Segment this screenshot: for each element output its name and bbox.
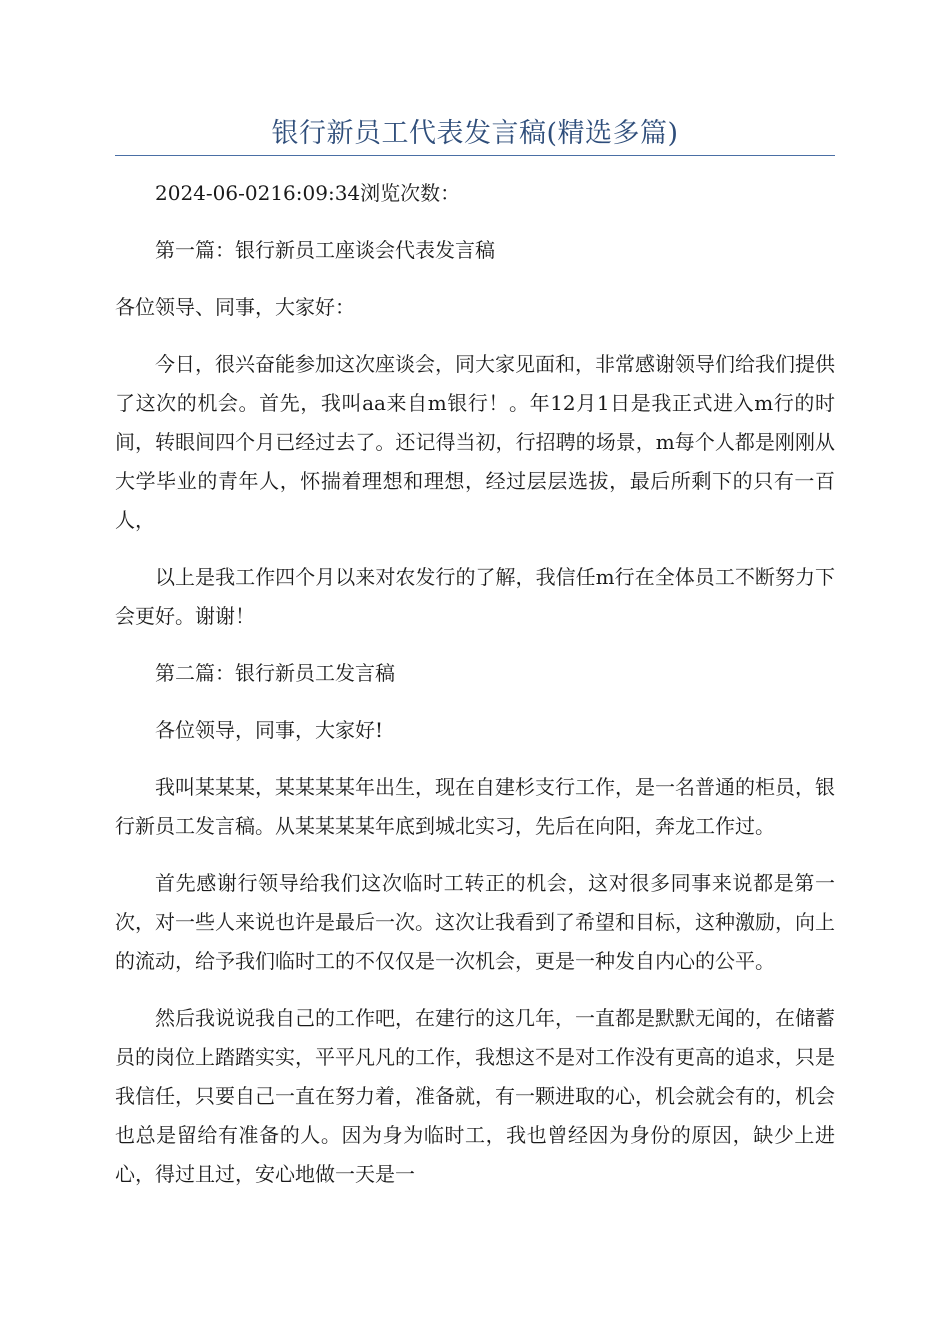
paragraph: 然后我说说我自己的工作吧，在建行的这几年，一直都是默默无闻的，在储蓄员的岗位上踏踏实实，平平凡凡的工作，我想这不是对工作没有更高的追求，只是我信任，只要自己一直在努力着，准备就，有一颗进取的心，机会就会有的，机会也总是留给有准备的人。因为身为临时工，我也曾经因为身份的原因，缺少上进心，得过且过，安心地做一天是一 [115, 1006, 835, 1186]
paragraph: 以上是我工作四个月以来对农发行的了解，我信任m行在全体员工不断努力下会更好。谢谢！ [115, 565, 835, 628]
document-body [115, 174, 835, 1212]
greeting-1: 各位领导、同事，大家好： [115, 295, 355, 319]
document-title: 银行新员工代表发言稿(精选多篇) [271, 118, 679, 149]
greeting-2: 各位领导，同事，大家好! [155, 718, 384, 742]
title-underline [115, 155, 835, 156]
paragraph: 我叫某某某，某某某某年出生，现在自建杉支行工作，是一名普通的柜员，银行新员工发言稿。从某某某某年底到城北实习，先后在向阳，奔龙工作过。 [115, 775, 835, 838]
section-heading-2: 第二篇：银行新员工发言稿 [155, 661, 395, 685]
meta-line: 2024-06-0216:09:34浏览次数： [155, 181, 461, 205]
paragraph: 首先感谢行领导给我们这次临时工转正的机会，这对很多同事来说都是第一次，对一些人来说也许是最后一次。这次让我看到了希望和目标，这种激励，向上的流动，给予我们临时工的不仅仅是一次机会，更是一种发自内心的公平。 [115, 871, 835, 973]
section-heading-1: 第一篇：银行新员工座谈会代表发言稿 [155, 238, 495, 262]
paragraph: 今日，很兴奋能参加这次座谈会，同大家见面和，非常感谢领导们给我们提供了这次的机会。首先，我叫aa来自m银行！。年12月1日是我正式进入m行的时间，转眼间四个月已经过去了。还记得当初，行招聘的场景，m每个人都是刚刚从大学毕业的青年人，怀揣着理想和理想，经过层层选拔，最后所剩下的只有一百人， [115, 352, 835, 532]
